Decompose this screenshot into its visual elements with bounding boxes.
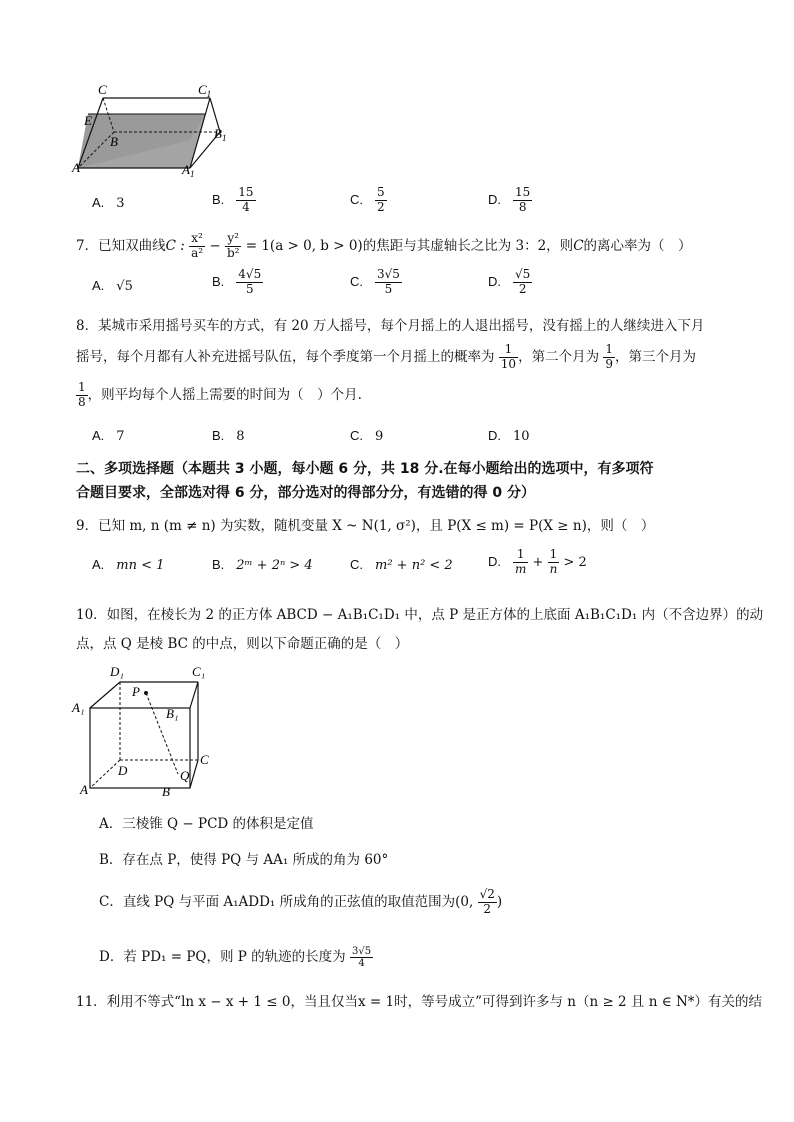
q9-option-c[interactable]: C. m² + n² < 2: [350, 557, 453, 573]
label-q: Q: [180, 768, 190, 783]
label-d: D: [118, 763, 128, 778]
cube-figure: [70, 660, 230, 800]
cube-edge: [190, 760, 198, 788]
label-a: A: [72, 160, 80, 175]
q8-line1: 8．某城市采用摇号买车的方式，有 20 万人摇号，每个月摇上的人退出摇号，没有摇上的人继续进入下月: [76, 318, 705, 334]
q7-stem: 7．已知双曲线C : $\frac{\text{x²}}{\text{a²}}$ − $\frac{\text{y²}}{\text{b²}}$ = 1(a > 0, b > 0)的焦距与其虚轴长之比为 3：2，则C的离心率为（ ）: [76, 231, 692, 260]
q9-option-d[interactable]: D. $\frac{1}{m}$ + $\frac{1}{n}$ > 2: [488, 547, 587, 576]
label-b: B: [110, 134, 118, 149]
q6-option-c[interactable]: C. $\frac{5}{2}$: [350, 185, 385, 214]
q8-option-d[interactable]: D. 10: [488, 428, 530, 444]
label-c1: C₁: [192, 664, 206, 679]
q6-option-d[interactable]: D. $\frac{15}{8}$: [488, 185, 531, 214]
q10-option-b[interactable]: B．存在点 P，使得 PQ 与 AA₁ 所成的角为 60°: [99, 852, 389, 868]
q8-option-b[interactable]: B. 8: [212, 428, 245, 444]
q7-option-d[interactable]: D. $\frac{√5}{2}$: [488, 267, 531, 296]
cube-hidden-edge: [90, 760, 120, 788]
label-b: B: [162, 784, 170, 799]
q7-option-b[interactable]: B. $\frac{4√5}{5}$: [212, 267, 262, 296]
q7-option-a[interactable]: A. √5: [92, 278, 133, 294]
cube-edge: [190, 682, 198, 708]
label-a: A: [80, 782, 88, 797]
q8-option-a[interactable]: A. 7: [92, 428, 125, 444]
label-c: C: [98, 82, 107, 97]
q10-line2: 点，点 Q 是棱 BC 的中点，则以下命题正确的是（ ）: [76, 636, 409, 652]
q8-line3: $\frac{1}{8}$ ，则平均每个人摇上需要的时间为（ ）个月.: [78, 380, 362, 409]
section-header-cont: 合题目要求，全部选对得 6 分，部分选对的得部分分，有选错的得 0 分）: [76, 485, 535, 501]
q11-stem: 11．利用不等式“ln x − x + 1 ≤ 0，当且仅当x = 1时，等号成立”可得到许多与 n（n ≥ 2 且 n ∈ N*）有关的结: [76, 994, 763, 1010]
section-header: 二、多项选择题（本题共 3 小题，每小题 6 分，共 18 分.在每小题给出的选项中，有多项符: [76, 461, 654, 477]
q7-option-c[interactable]: C. $\frac{3√5}{5}$: [350, 267, 400, 296]
prism-figure: [70, 80, 240, 180]
q8-line2: 摇号，每个月都有人补充进摇号队伍，每个季度第一个月摇上的概率为 $\frac{1}{10}$ ，第二个月为 $\frac{1}{9}$ ，第三个月为: [76, 342, 697, 371]
label-b1: B₁: [166, 706, 179, 721]
label-e: E: [84, 113, 92, 128]
label-p: P: [132, 684, 140, 699]
label-a1: A₁: [72, 700, 85, 715]
q6-option-a[interactable]: A. 3: [92, 195, 125, 211]
q10-option-c[interactable]: C．直线 PQ 与平面 A₁ADD₁ 所成角的正弦值的取值范围为(0, $\frac{√2}{2}$ ): [99, 887, 503, 916]
label-b1: $B_1$: [214, 126, 227, 143]
q9-option-a[interactable]: A. mn < 1: [92, 557, 165, 573]
q9-option-b[interactable]: B. 2ᵐ + 2ⁿ > 4: [212, 557, 313, 573]
q10-option-a[interactable]: A．三棱锥 Q − PCD 的体积是定值: [99, 816, 314, 832]
q10-option-d[interactable]: D．若 PD₁ = PQ，则 P 的轨迹的长度为 $\frac{3√5}{4}$: [99, 945, 372, 969]
prism-shaded-front: [78, 114, 205, 168]
q8-option-c[interactable]: C. 9: [350, 428, 384, 444]
q9-stem: 9．已知 m, n (m ≠ n) 为实数，随机变量 X ~ N(1, σ²)，且 P(X ≤ m) = P(X ≥ n)，则（ ）: [76, 518, 655, 534]
label-c1: $C_1$: [198, 82, 212, 99]
point-p: [144, 691, 148, 695]
label-c: C: [200, 752, 209, 767]
q10-line1: 10．如图，在棱长为 2 的正方体 ABCD − A₁B₁C₁D₁ 中，点 P 是正方体的上底面 A₁B₁C₁D₁ 内（不含边界）的动: [76, 607, 764, 623]
label-d1: D₁: [110, 664, 124, 679]
q6-option-b[interactable]: B. $\frac{15}{4}$: [212, 185, 254, 214]
label-a1: $A_1$: [182, 162, 195, 179]
cube-edge: [90, 682, 120, 708]
